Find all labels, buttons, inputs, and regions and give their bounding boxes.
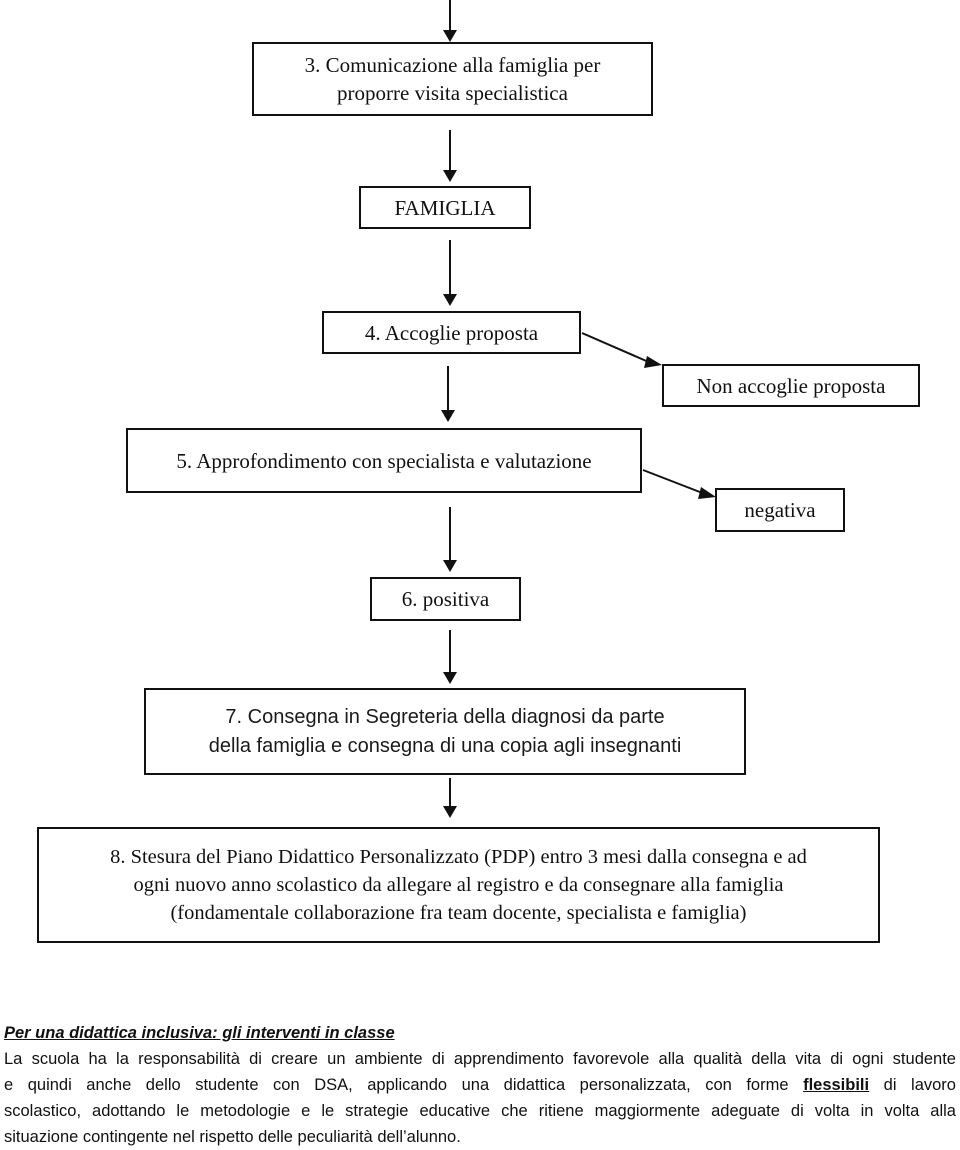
paragraph-line-3: scolastico, adottando le metodologie e le strategie educative che ritiene maggiormente adeguate di volta in volta alla [4,1102,956,1120]
step-8-line-3: (fondamentale collaborazione fra team docente, specialista e famiglia) [170,902,747,924]
arrow-7-to-8 [443,778,457,818]
famiglia-label: FAMIGLIA [394,195,496,220]
emphasis-flessibili: flessibili [803,1076,870,1094]
step-5-label: 5. Approfondimento con specialista e valutazione [176,448,592,473]
paragraph-line-2-end: di lavoro [883,1076,956,1094]
paragraph-line-1: La scuola ha la responsabilità di creare un ambiente di apprendimento favorevole alla qualità della vita di ogni studente [4,1050,956,1068]
arrow-4-to-non-accoglie [582,333,662,368]
paragraph-line-4: situazione contingente nel rispetto delle peculiarità dell’alunno. [4,1128,461,1146]
non-accoglie-label: Non accoglie proposta [696,373,886,398]
famiglia-box [359,186,531,229]
step-4-label: 4. Accoglie proposta [364,320,539,345]
step-4-box [322,311,581,354]
non-accoglie-box [662,364,920,407]
step-6-box [370,577,521,621]
step-3-line-1: 3. Comunicazione alla famiglia per [304,53,601,77]
step-7-line-1: 7. Consegna in Segreteria della diagnosi da parte [225,705,665,728]
arrow-5-to-6 [443,507,457,572]
step-3-box [252,42,653,116]
arrow-famiglia-to-4 [443,240,457,306]
paragraph-line-2-start: e quindi anche dello studente con DSA, applicando una didattica personalizzata, con forme [4,1076,789,1094]
step-8-line-2: ogni nuovo anno scolastico da allegare al registro e da consegnare alla famiglia [133,874,784,896]
negativa-box [715,488,845,532]
arrow-top [443,0,457,42]
section-heading: Per una didattica inclusiva: gli interventi in classe [4,1024,395,1042]
inclusive-teaching-section [4,1020,956,1150]
step-7-line-2: della famiglia e consegna di una copia agli insegnanti [208,734,682,757]
step-3-line-2: proporre visita specialistica [337,81,568,105]
arrow-4-to-5 [441,366,455,422]
negativa-label: negativa [744,498,816,522]
step-8-line-1: 8. Stesura del Piano Didattico Personalizzato (PDP) entro 3 mesi dalla consegna e ad [110,846,807,868]
paragraph-line-2 [4,1072,956,1098]
arrow-6-to-7 [443,630,457,684]
step-6-label: 6. positiva [401,587,490,611]
step-5-box [126,428,642,493]
step-8-box [37,827,880,943]
arrow-5-to-negativa [643,470,716,499]
arrow-3-to-famiglia [443,130,457,182]
step-7-box [144,688,746,775]
